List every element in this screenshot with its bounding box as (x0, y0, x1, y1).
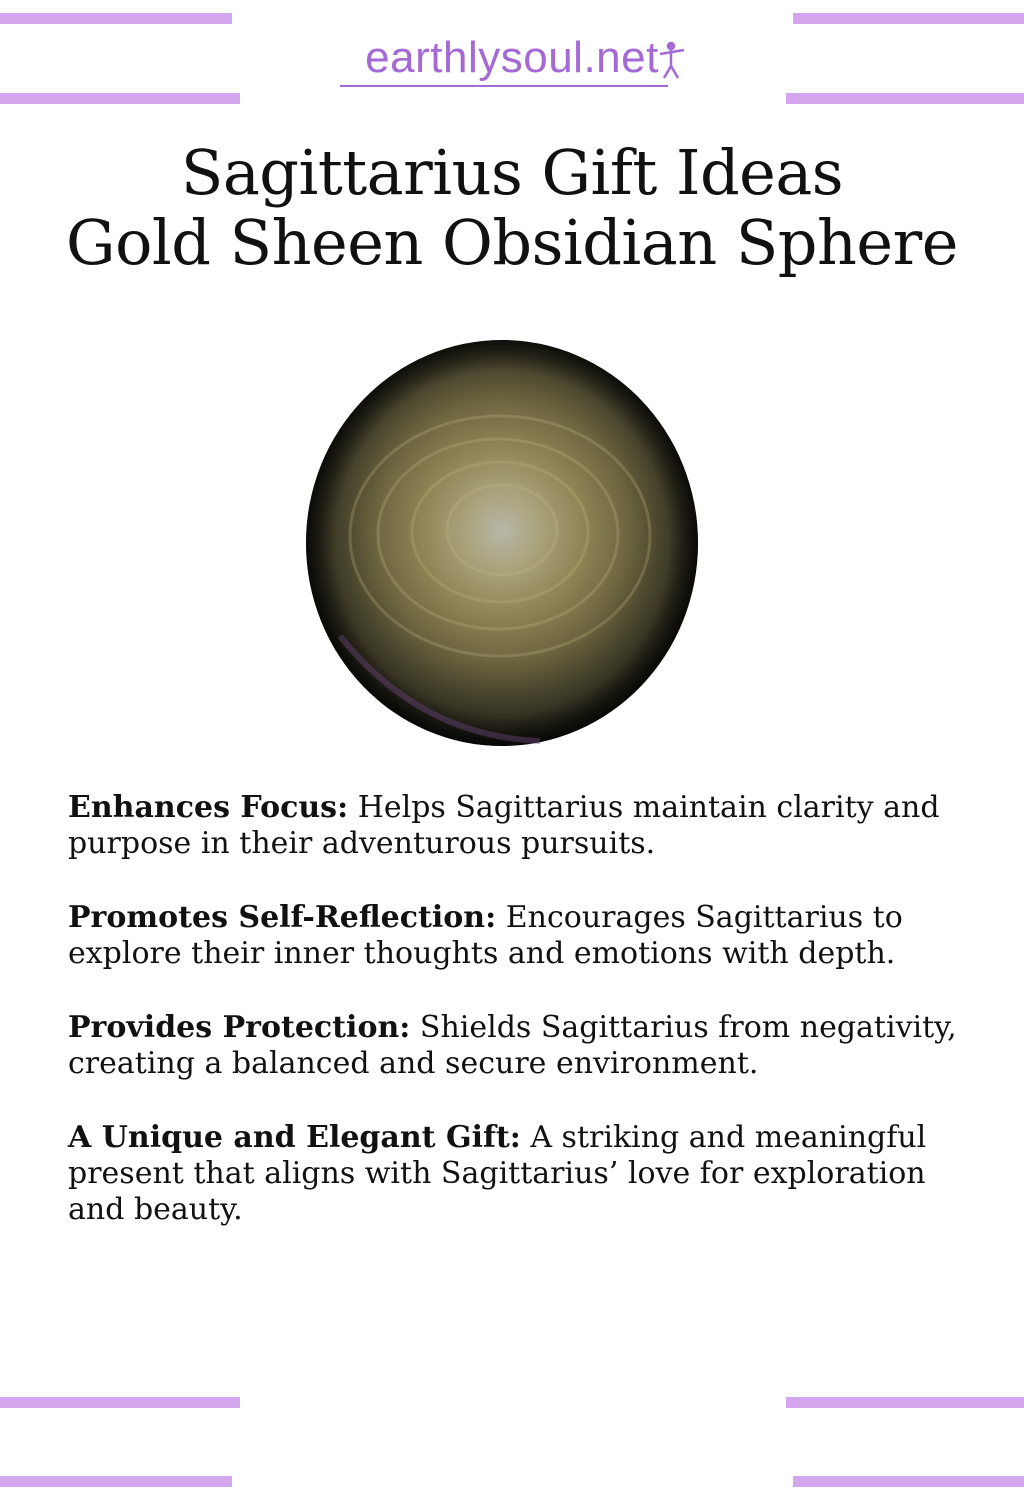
benefit-heading: Provides Protection: (68, 1010, 411, 1045)
benefit-item (68, 790, 978, 862)
bottom-right-short-bar (793, 1476, 1024, 1487)
top-right-long-bar (786, 93, 1024, 104)
top-right-short-bar (793, 13, 1024, 24)
brand-logo (0, 36, 1024, 92)
top-left-long-bar (0, 93, 240, 104)
page-title (0, 138, 1024, 278)
title-line-1: Sagittarius Gift Ideas (180, 136, 844, 209)
top-left-short-bar (0, 13, 232, 24)
benefit-text: Encourages Sagittarius to explore their inner thoughts and emotions with depth. (68, 900, 903, 971)
benefit-heading: Promotes Self-Reflection: (68, 900, 497, 935)
figure-icon (660, 43, 684, 78)
bottom-left-short-bar (0, 1476, 232, 1487)
benefit-text: A striking and meaningful present that aligns with Sagittarius’ love for exploration and beauty. (68, 1120, 927, 1227)
title-line-2: Gold Sheen Obsidian Sphere (66, 206, 958, 279)
benefit-text: Helps Sagittarius maintain clarity and purpose in their adventurous pursuits. (68, 790, 940, 861)
bottom-left-long-bar (0, 1397, 240, 1408)
benefit-item (68, 1120, 978, 1228)
bottom-right-long-bar (786, 1397, 1024, 1408)
obsidian-sphere-image (300, 336, 704, 750)
benefit-item (68, 1010, 978, 1082)
benefit-heading: A Unique and Elegant Gift: (68, 1120, 521, 1155)
benefit-text: Shields Sagittarius from negativity, creating a balanced and secure environment. (68, 1010, 957, 1081)
logo-text: earthlysoul.net (365, 36, 659, 82)
benefit-item (68, 900, 978, 972)
benefits-list (68, 790, 978, 1266)
benefit-heading: Enhances Focus: (68, 790, 349, 825)
